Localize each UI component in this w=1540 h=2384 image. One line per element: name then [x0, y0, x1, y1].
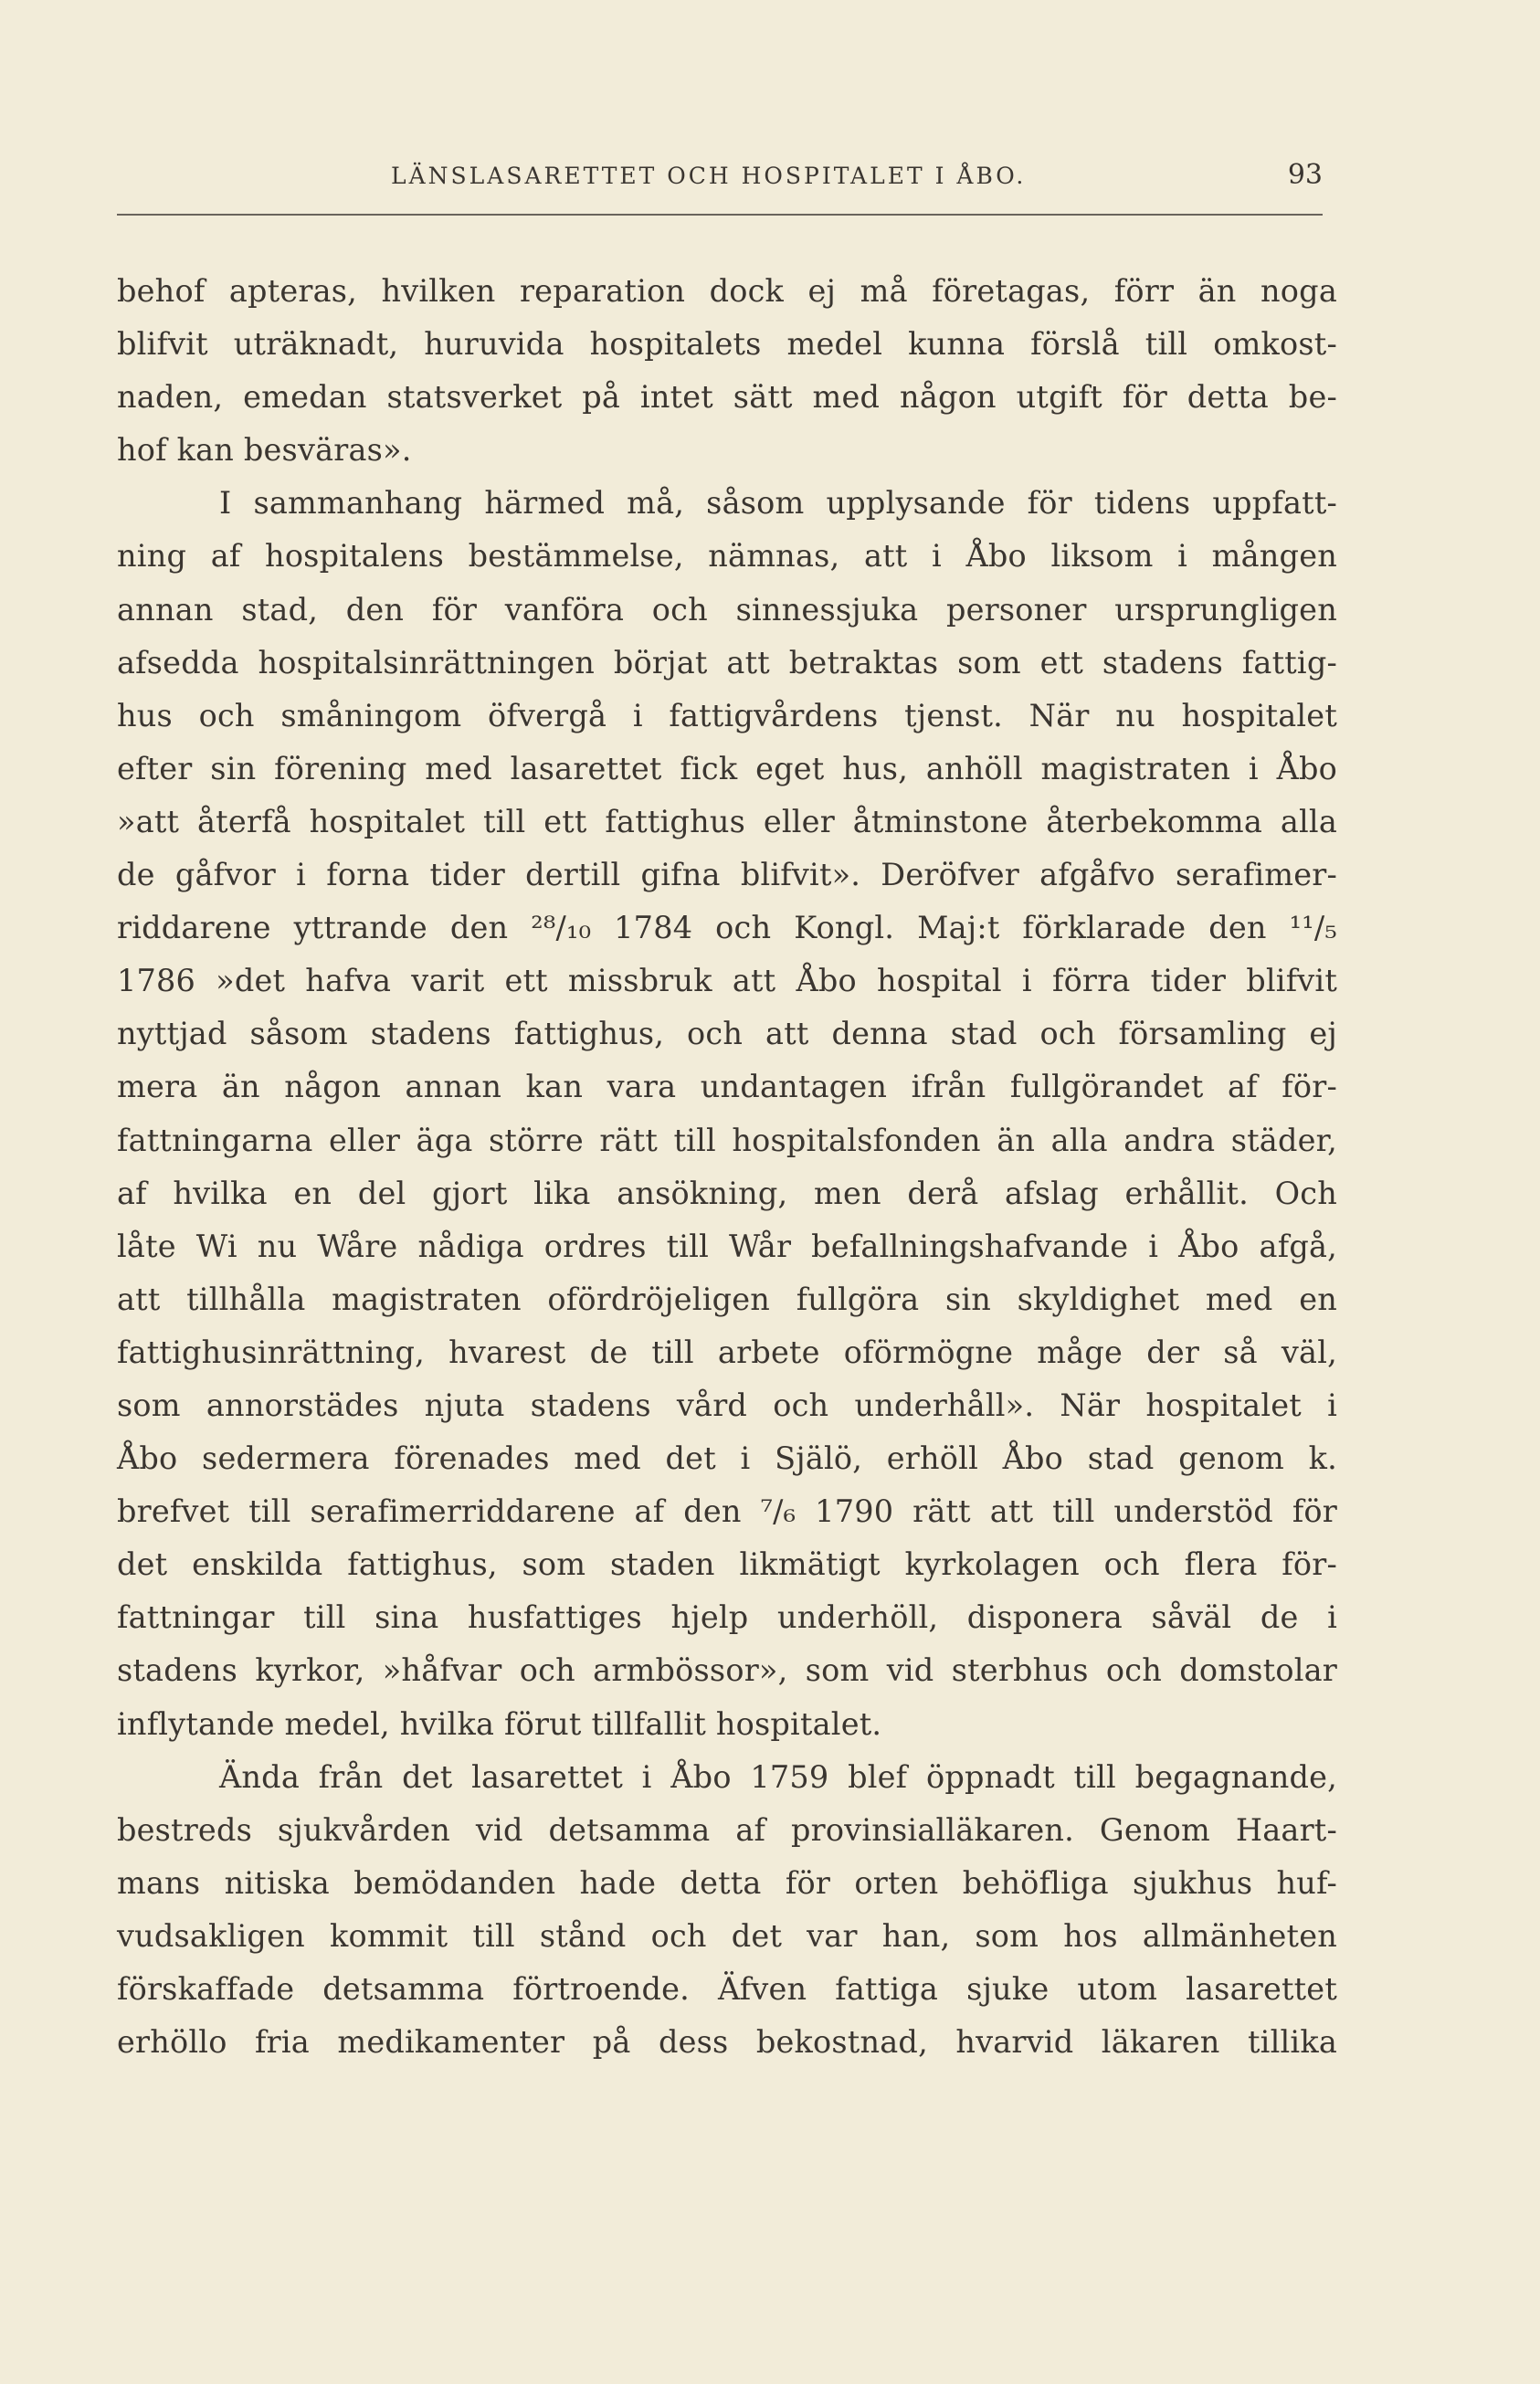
text-line: som annorstädes njuta stadens vård och underhåll». När hospitalet i	[117, 1387, 1337, 1423]
text-line: 1786 »det hafva varit ett missbruk att Åbo hospital i förra tider blifvit	[117, 963, 1337, 999]
text-line: ning af hospitalens bestämmelse, nämnas, att i Åbo liksom i mången	[117, 538, 1337, 575]
text-line: förskaffade detsamma förtroende. Äfven fattiga sjuke utom lasarettet	[117, 1971, 1337, 2007]
text-line: nyttjad såsom stadens fattighus, och att denna stad och församling ej	[117, 1016, 1337, 1052]
text-line: »att återfå hospitalet till ett fattighus eller åtminstone återbekomma alla	[117, 803, 1337, 839]
text-line: bestreds sjukvården vid detsamma af provinsialläkaren. Genom Haart-	[117, 1811, 1337, 1848]
text-line: riddarene yttrande den ²⁸/₁₀ 1784 och Kongl. Maj:t förklarade den ¹¹/₅	[117, 910, 1337, 946]
text-line: blifvit uträknadt, huruvida hospitalets medel kunna förslå till omkost-	[117, 326, 1337, 363]
text-line: efter sin förening med lasarettet fick eget hus, anhöll magistraten i Åbo	[117, 750, 1337, 786]
text-line: annan stad, den för vanföra och sinnessjuka personer ursprungligen	[117, 591, 1337, 628]
text-line: afsedda hospitalsinrättningen börjat att betraktas som ett stadens fattig-	[117, 644, 1337, 680]
text-line: hus och småningom öfvergå i fattigvårdens tjenst. När nu hospitalet	[117, 697, 1337, 733]
text-line: fattningar till sina husfattiges hjelp underhöll, disponera såväl de i	[117, 1599, 1337, 1636]
text-line: de gåfvor i forna tider dertill gifna blifvit». Deröfver afgåfvo serafimer-	[117, 857, 1337, 893]
page-header	[117, 157, 1323, 203]
text-line: erhöllo fria medikamenter på dess bekostnad, hvarvid läkaren tillika	[117, 2024, 1337, 2061]
text-line: låte Wi nu Wåre nådiga ordres till Wår befallningshafvande i Åbo afgå,	[117, 1228, 1337, 1264]
header-rule	[117, 214, 1323, 216]
text-line: hof kan besväras».	[117, 432, 412, 469]
text-line: brefvet till serafimerriddarene af den ⁷/₆ 1790 rätt att till understöd för	[117, 1493, 1337, 1530]
text-line: Ända från det lasarettet i Åbo 1759 blef öppnadt till begagnande,	[219, 1758, 1337, 1795]
text-line: vudsakligen kommit till stånd och det var han, som hos allmänheten	[117, 1917, 1337, 1954]
text-line: Åbo sedermera förenades med det i Själö, erhöll Åbo stad genom k.	[117, 1440, 1337, 1477]
text-line: fattighusinrättning, hvarest de till arbete oförmögne måge der så väl,	[117, 1334, 1337, 1370]
text-line: inflytande medel, hvilka förut tillfallit hospitalet.	[117, 1705, 882, 1742]
body-text	[117, 265, 1337, 2069]
text-line: naden, emedan statsverket på intet sätt med någon utgift för detta be-	[117, 379, 1337, 416]
text-line: af hvilka en del gjort lika ansökning, men derå afslag erhållit. Och	[117, 1175, 1337, 1211]
text-line: I sammanhang härmed må, såsom upplysande för tidens uppfatt-	[219, 485, 1337, 522]
text-line: behof apteras, hvilken reparation dock ej må företagas, förr än noga	[117, 273, 1337, 309]
text-line: att tillhålla magistraten ofördröjeligen fullgöra sin skyldighet med en	[117, 1281, 1337, 1317]
text-line: stadens kyrkor, »håfvar och armbössor», som vid sterbhus och domstolar	[117, 1652, 1337, 1689]
text-line: mera än någon annan kan vara undantagen ifrån fullgörandet af för-	[117, 1069, 1337, 1105]
running-head: LÄNSLASARETTET OCH HOSPITALET I ÅBO.	[391, 163, 1027, 189]
page-number: 93	[1287, 159, 1323, 191]
text-line: fattningarna eller äga större rätt till hospitalsfonden än alla andra städer,	[117, 1122, 1337, 1158]
text-line: mans nitiska bemödanden hade detta för orten behöfliga sjukhus huf-	[117, 1864, 1337, 1901]
text-line: det enskilda fattighus, som staden likmätigt kyrkolagen och flera för-	[117, 1546, 1337, 1583]
